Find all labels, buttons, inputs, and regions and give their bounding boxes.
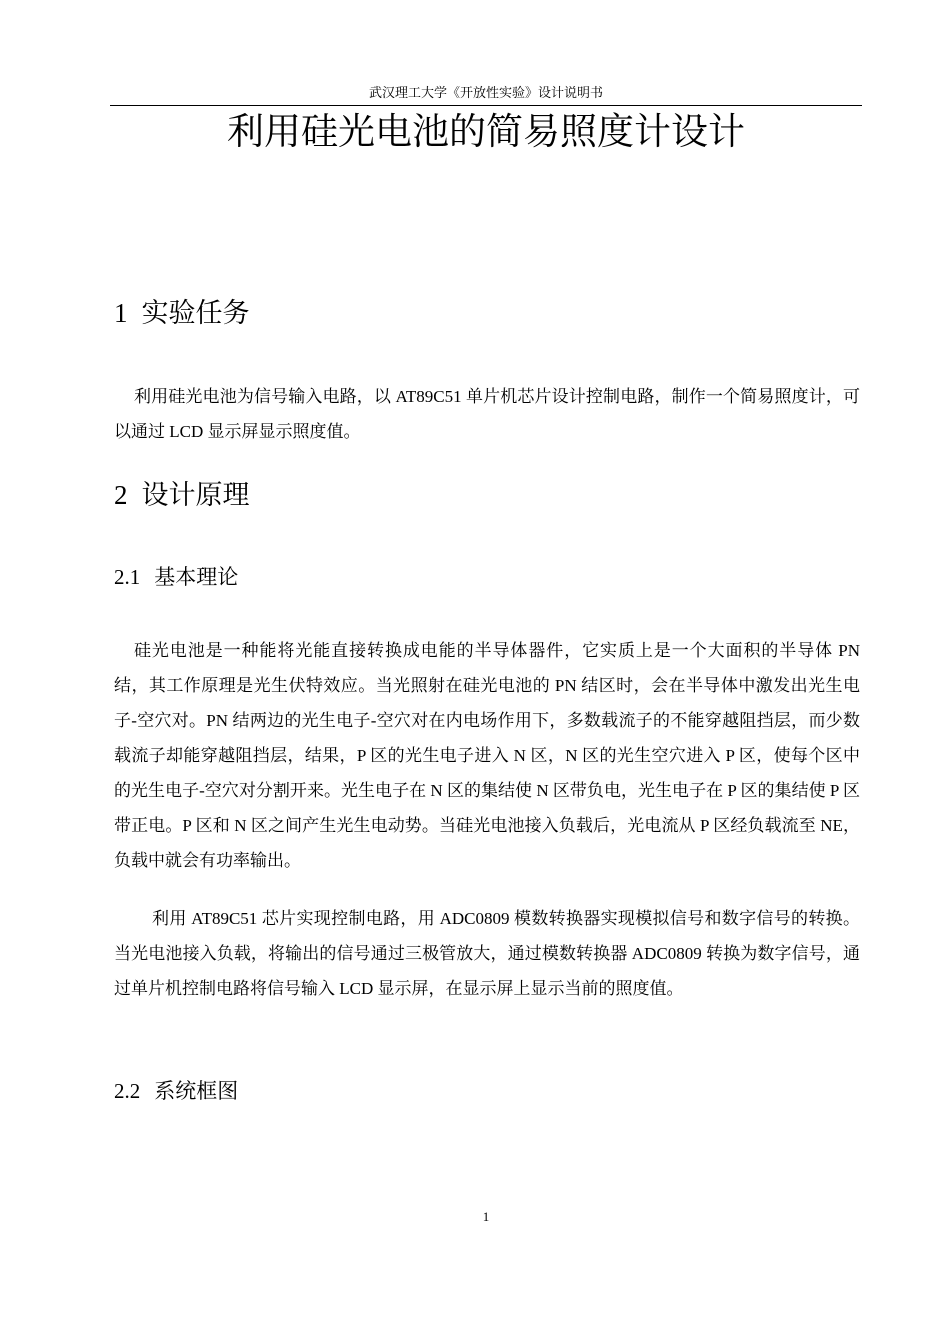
- theory-paragraph-2: 利用 AT89C51 芯片实现控制电路，用 ADC0809 模数转换器实现模拟信号和数字信号的转换。当光电池接入负载，将输出的信号通过三极管放大，通过模数转换器 ADC0809 转换为数字信号，通过单片机控制电路将信号输入 LCD 显示屏，在显示屏上显示当前的照度值。: [114, 909, 860, 998]
- theory-paragraph-1: 硅光电池是一种能将光能直接转换成电能的半导体器件，它实质上是一个大面积的半导体 PN 结，其工作原理是光生伏特效应。当光照射在硅光电池的 PN 结区时，会在半导体中激发出光生电子-空穴对。PN 结两边的光生电子-空穴对在内电场作用下，多数载流子的不能穿越阻挡层，而少数载流子却能穿越阻挡层，结果，P 区的光生电子进入 N 区，N 区的光生空穴进入 P 区，使每个区中的光生电子-空穴对分割开来。光生电子在 N 区的集结使 N 区带负电，光生电子在 P 区的集结使 P 区带正电。P 区和 N 区之间产生光生电动势。当硅光电池接入负载后，光电流从 P 区经负载流至 NE，负载中就会有功率输出。: [114, 641, 860, 870]
- subsection-2-1-number: 2.1: [114, 565, 141, 589]
- header-rule: [110, 105, 862, 106]
- section-2-title: 设计原理: [141, 480, 250, 511]
- page-header: 武汉理工大学《开放性实验》设计说明书: [368, 86, 603, 101]
- section-2-heading: [114, 478, 250, 513]
- section-1-number: 1: [114, 298, 128, 328]
- section-2-number: 2: [114, 480, 128, 510]
- section-1-paragraph: 利用硅光电池为信号输入电路，以 AT89C51 单片机芯片设计控制电路，制作一个简易照度计，可以通过 LCD 显示屏显示照度值。: [114, 387, 860, 441]
- subsection-2-2-heading: [114, 1077, 238, 1105]
- subsection-2-2-number: 2.2: [114, 1079, 141, 1103]
- page-number: 1: [482, 1209, 490, 1224]
- subsection-2-1-heading: [114, 563, 238, 591]
- section-1-heading: [114, 296, 250, 331]
- subsection-2-1-title: 基本理论: [154, 565, 239, 589]
- subsection-2-2-title: 系统框图: [154, 1079, 239, 1103]
- document-title: 利用硅光电池的简易照度计设计: [227, 110, 745, 153]
- section-1-title: 实验任务: [141, 298, 250, 329]
